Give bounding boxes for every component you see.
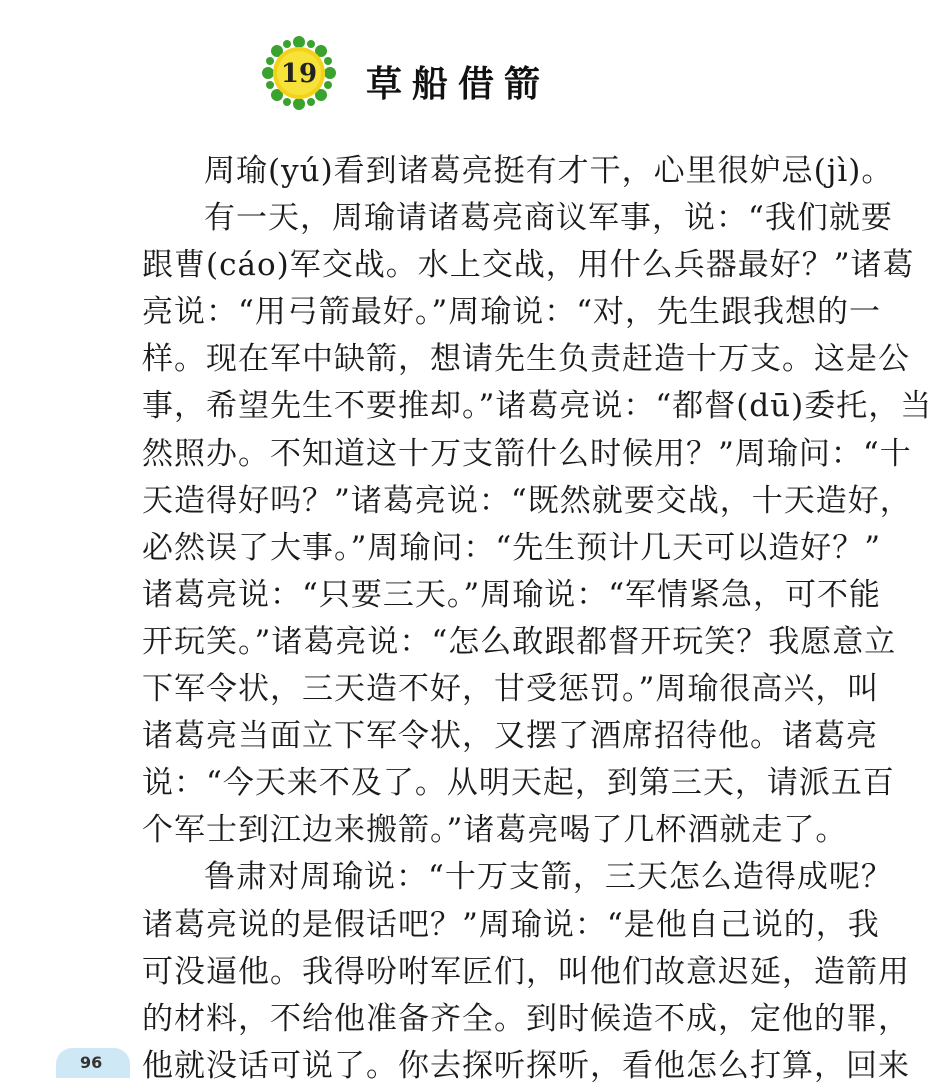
lesson-title: 草船借箭 (366, 63, 551, 105)
text-line: 跟曹(cáo)军交战。水上交战，用什么兵器最好？”诸葛 (142, 247, 915, 284)
paragraph-3 (80, 854, 910, 1089)
lesson-number-badge (262, 36, 336, 110)
text-line: 个军士到江边来搬箭。”诸葛亮喝了几杯酒就走了。 (142, 812, 848, 849)
text-line: 然照办。不知道这十万支箭什么时候用？”周瑜问：“十 (142, 435, 912, 472)
text-line: 诸葛亮当面立下军令状，又摆了酒席招待他。诸葛亮 (142, 718, 878, 755)
text-line: 样。现在军中缺箭，想请先生负责赶造十万支。这是公 (142, 341, 910, 378)
text-line: 诸葛亮说的是假话吧？”周瑜说：“是他自己说的，我 (142, 906, 880, 943)
text-line: 他就没话可说了。你去探听探听，看他怎么打算，回来 (142, 1047, 910, 1084)
paragraph-2 (80, 195, 932, 854)
lesson-body (80, 148, 932, 1090)
lesson-header (0, 18, 800, 118)
text-line: 鲁肃对周瑜说：“十万支箭，三天怎么造得成呢？ (204, 859, 893, 896)
text-line: 的材料，不给他准备齐全。到时候造不成，定他的罪， (142, 1000, 910, 1037)
text-line: 必然误了大事。”周瑜问：“先生预计几天可以造好？” (142, 529, 882, 566)
page-number-tab (56, 1048, 130, 1078)
text-line: 说：“今天来不及了。从明天起，到第三天，请派五百 (142, 765, 895, 802)
flower-badge-icon (262, 36, 336, 110)
text-line: 下军令状，三天造不好，甘受惩罚。”周瑜很高兴，叫 (142, 671, 880, 708)
text-line: 诸葛亮说：“只要三天。”周瑜说：“军情紧急，可不能 (142, 576, 882, 613)
text-line: 开玩笑。”诸葛亮说：“怎么敢跟都督开玩笑？我愿意立 (142, 623, 897, 660)
text-line: 可没逼他。我得吩咐军匠们，叫他们故意迟延，造箭用 (142, 953, 910, 990)
lesson-number: 19 (280, 59, 318, 89)
text-line: 有一天，周瑜请诸葛亮商议军事，说：“我们就要 (204, 200, 893, 237)
text-line: 亮说：“用弓箭最好。”周瑜说：“对，先生跟我想的一 (142, 294, 882, 331)
paragraph-1 (80, 148, 894, 195)
text-line: 天造得好吗？”诸葛亮说：“既然就要交战，十天造好， (142, 482, 912, 519)
text-line: 事，希望先生不要推却。”诸葛亮说：“都督(dū)委托，当 (142, 388, 932, 425)
page-number: 96 (80, 1053, 103, 1072)
text-line: 周瑜(yú)看到诸葛亮挺有才干，心里很妒忌(jì)。 (204, 153, 894, 189)
